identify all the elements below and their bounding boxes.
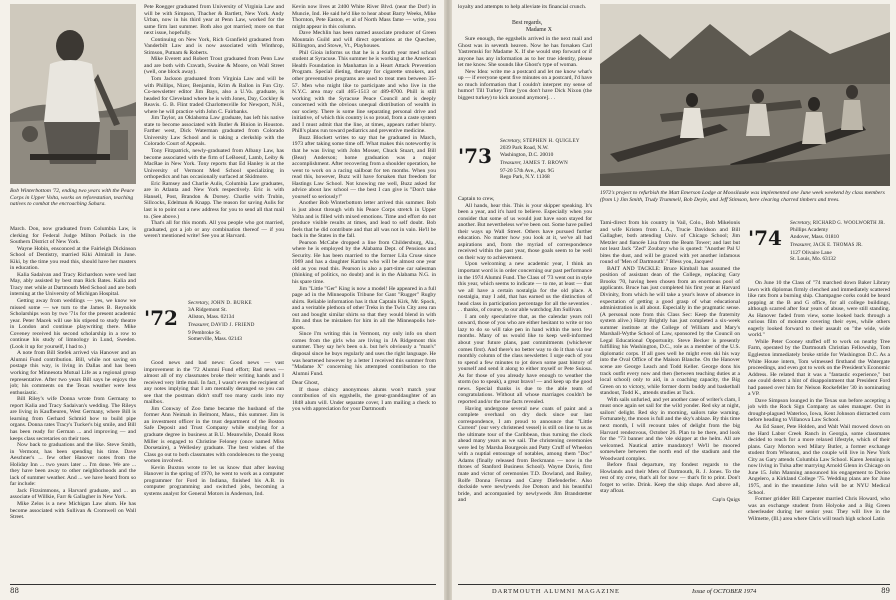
secretary-name: JOHN D. BURKE <box>210 301 252 306</box>
paragraph: Dave Mechlin has been named associate producer of Green Mountain Guild and will direct operations at the Quechee, Killington, and Stowe, Vt., Playhouses. <box>292 30 436 50</box>
paragraph: Good news and bad news: Good news — vast improvement in the '72 Alumni Fund effort; Bad news — almost all of my classmates broke their writing hands and I received very little mail. In fact, I wasn't even the recipient of any notes implying that I am mentally deranged so you can see that the postman didn't stuff too many cards into my mailbox. <box>144 360 284 406</box>
treasurer-address-2: St. Louis, Mo. 63132 <box>790 256 836 263</box>
paragraph: Buzz Blockett writes to say that he graduated in March, 1973 after taking some time off. What makes this noteworthy is that he was living with John Mosser, Chuck Stuart, and Bill (Bear) Anderson; home graduation was a major accomplishment. After recovering from a shoulder operation, he went to work on a racing sailboat for ten months. When you read this, however, Buzz will have forsaken that freedom for Hastings Law School. Not knowing me well, Buzz asked for advice about law school — the best I can give is "Don't take yourself so seriously!" <box>292 134 436 200</box>
signoff-text: Best regards, <box>512 20 543 26</box>
treasurer-label: Treasurer, <box>500 160 522 167</box>
secretary-address-2: Allston, Mass. 02134 <box>188 313 235 320</box>
class-year: '74 <box>748 226 782 250</box>
paragraph: Dear Ghost, <box>292 380 320 387</box>
paragraph: As Ed Sauer, Pete Holden, and Walt Wail mowed down on the Hard Labor Creek Ranch in Georgia, some classmates decided to reach for a more relaxed lifestyle, which of their plans. Gary Morton wed Milary Butler, a former exchange student from Wheaton, and the couple will live in New York City as Gary attends Columbia Law School. Karen Jennings is now living in Tulsa after marrying Arnold Glenn in Chicago on June 15. John Manning announced his engagement to Doriso Angelero, a Kirkland College '75. Wedding plans are for June 1975, and in the meantime John will be at NYU Medical School. <box>748 424 890 496</box>
paragraph: Jim Conway of Zoo fame became the husband of the former Ann Neimah in Belmont, Mass., this summer. Jim is an investment officer in the trust department of the Boston Safe Deposit and Trust Company while studying for a graduate degree in business at B.U. Meanwhile, Donald Ross Miller is engaged to Christine Feloney (once named Miss Dorsetaire), a Wellesley graduate. The best wishes of the Class go out to both classmates with condolences to the young women involved. <box>144 405 284 465</box>
class-73-header <box>458 138 592 192</box>
signoff-name: Madame X <box>526 26 552 33</box>
treasurer-name: JAMES T. BROWN <box>522 161 568 167</box>
footer-rule <box>10 584 436 585</box>
right-column-1 <box>458 36 592 134</box>
left-column-3 <box>292 4 436 586</box>
secretary-name: STEPHEN H. QUIGLEY <box>522 139 580 144</box>
paragraph: Tom Jackson graduated from Virginia Law and will be with Phillips, Nizer, Benjamin, Krim & Ballon in Fun City. Co-newsletter editor Jim Bays, also a U.Va. graduate, is headed for Cleveland where he is with Jones, Day, Cockley & Reavis. G. B. Flint traded Charlottesville for Newport, N.H., where he will practice with John C. Fairbanks. <box>144 76 284 115</box>
paragraph: Upon welcoming a new academic year, I think an important word is in order concerning our past performance in the 1974 Alumni Fund. The Class of '73 went out in style this year, which seems to indicate — to me, at least — that we all have a certain nostalgia for the old place. A nostalgia, may I add, that has earned us the distinction of head class in participation percentage for all the seventies . . . thanks, of course, to our able watchdog Jim Sullivan. <box>458 261 592 314</box>
treasurer-address-2: Rego Park, N.Y. 11368 <box>500 174 550 181</box>
signoff <box>512 20 592 34</box>
page-number: 89 <box>881 587 890 595</box>
secretary-label: Secretary, <box>188 300 210 306</box>
paragraph: Dave Simpson lounged in the Texas sun before accepting a job with the Rock Sign Company as sales manager. Out in drought-plagued Waterloo, Iowa, Kent Johnson distracted corn before heading to Villanova Law School. <box>748 397 890 424</box>
right-column-2 <box>600 220 740 574</box>
paragraph: New Idea: write me a postcard and let me know what's up — if everyone spent five minutes on a postcard, I'd have so much information that I couldn't interpret my sense of humor! Till Turkey Time [you don't have Dick Nixon (the biggest turkey) to kick around anymore]. . . <box>458 68 592 101</box>
treasurer-name: DAVID J. FRIEND <box>210 323 255 329</box>
photo-image <box>600 4 890 186</box>
treasurer-label: Treasurer, <box>790 242 812 249</box>
paragraph: Kevin now lives at 2400 White River Blvd. (near the Dot!) in Muncie, Ind. He said he'd like to hear about Barry Weeks, Mike Thornton, Pete Easton, et al of North Mass fame — write, you might appear in this column. <box>292 4 436 30</box>
paragraph: Jim Taylor, an Oklahoma Law graduate, has left his native state to become associated with Butler & Binion in Houston. Farther west, Dick Waterman graduated from Colorado University Law School and is taking a clerkship with the Colorado Court of Appeals. <box>144 115 284 148</box>
paragraph: Before final departure, my fondest regards to the Howlands and their Mets of Dartmouth, R. J. Jones. To the rest of my crew, that's all for now — that's fit to print. Don't forget to write. Drink. Keep the ship shape. And above all, stay afloat. <box>600 462 740 495</box>
secretary-label: Secretary, <box>790 220 812 226</box>
photo-image <box>10 4 136 184</box>
paragraph: BAIT AND TACKLE: Bruce Kimball has assumed the position of assistant dean of the College, replacing Gary Brooks '70, having been chosen from an enormous pool of applicants. Bruce has just completed his first year at Harvard Divinity, from which he will take a year's leave of absence in expectation of getting a good grasp of what educational administration is all about. Especially in the pragmatic sense. (A personal note from this Class Sec: Keep the fraternity system alive.) Harry Brightly has just completed a six-week summer institute at the College of William and Mary's Marshall-Wythe School of Law, sponsored by the Council on Legal Educational Opportunity. Steve Becker is presently fulfilling his Washington, D.C., role as a member of the U.S. diplomatic corps. If all goes well he might even ski his way into the Oval Office of the Maison Blanche. On the Hanover scene are George Leach and Todd Keller. George dons his track outfit every now and then (between teaching duties at a local school) only to aid, in a coaching capacity, the Big Green on to victory, while former dorm buddy and basketball standout, Todd K., attends studies at Tuck. <box>600 265 740 397</box>
paragraph: Pearson McCabe dropped a line from Childersburg, Ala., where he is employed by the Alabama Dept. of Pensions and Security. He has been married to the former Lila Cruse since 1969 and has a daughter Katrina who will be almost one year old as you read this. Pearson is also a part-time car salesman (thinking of politics, no doubt) and is in the Alabama N.G. in his spare time. <box>292 239 436 285</box>
paragraph: Sure enough, the eggshells arrived in the next mail and Ghost was in seventh heaven. Now he has forsaken Carl Yastremski for Madame X. If she would step forward or if anyone has any information as to her true identity, please let me know. She sounds like Ghost's type of woman. <box>458 36 592 69</box>
paragraph: Continuing on New York, Rich Granfield graduated from Vanderbilt Law and is now associated with Winthrop, Stimson, Putnam & Roberts. <box>144 36 284 56</box>
paragraph: With sails unfurled, and yet another case of writer's clam, I must once again set sail for the wild yonder. Red sky at night, sailors' delight. Red sky in morning, sailors take warning. Fortunately, the moon is full and the sky's ablaze. By this time next month, I will recount tales of delight from the big Harvard rendezvous, October 26. Plan to be there, and look for the "73 banner and the 'ole skipper at the helm. All are welcomed. Nautical attire mandatory! We'll be moored somewhere between the north end of the stadium and the Woodward complex. <box>600 396 740 462</box>
left-page <box>0 0 444 600</box>
footer-rule <box>458 584 890 585</box>
photo-caption: 1972's project to refurbish the Matt Emerson Lodge at Moosilauke was implemented one June week weekend by class members (from l.) Jim Smith, Trudy Trummell, Bob Deyle, and Jeff Stimson, here clearing charred timbers and trees. <box>600 190 885 203</box>
class-year: '73 <box>458 144 492 168</box>
signature: Cap'n Quigs <box>712 496 740 503</box>
paragraph: Pete Roegger graduated from University of Virginia Law and will be with Simpson, Thacher & Bartlett, New York. Andy Urban, now in his third year at Penn Law, worked for the same firm last summer. Both also got married; more on that next issue, hopefully. <box>144 4 284 37</box>
paragraph: If those chincy anonymous alums won't match your contribution of six eggshells, the great-granddaughter of an 1848 alum will. Under separate cover, I am mailing a check to you with appreciation for your Dartmouth <box>292 386 436 413</box>
paragraph: Captain to crew, <box>458 196 495 202</box>
left-column-1 <box>10 226 136 586</box>
page-number: 88 <box>10 587 19 595</box>
secretary-address-1: Phillips Academy <box>790 227 829 234</box>
paragraph: A note from Bill Stefek arrived via Hanover and an Alumni Fund contribution. Bill, while not saving on postage this way, is living in Dallas and has been working for Minnesota Mutual Life as a regional group representative. After two years Bill says he enjoys the job; his comments on the Texas weather were less enthusiastic. <box>10 350 136 396</box>
paragraph: I am only speculative that, as the calendar years roll onward, those of you who are either hesitant to write or too lazy to do so will take pen in hand within the next few months. Many of us would like to keep well-informed about your future plans, past commitments (whichever comes first). And there's no better way to do it than via our monthly column of the class newsletter. I urge each of you to spend a few minutes to jot down some past history of yourself and send it along to either myself or Pete Suiosa. As for those of you already have enough to weather the storm (so to speak), a great bravo! — and keep up the good news. Special thanks is due to the able team of congratulations. Without all whose marriages couldn't be reported and/or the true facts revealed. <box>458 313 592 405</box>
treasurer-address-1: 1127 Olivaire Lane <box>790 249 832 256</box>
paragraph: All hands, hear this. This is your skipper speaking. It's been a year, and it's hard to believe. Especially when you consider that some of us would just have soon stayed for another. But nevertheless we've been out. Some have pulled their ways up Wall Street. Others have pursued further education. No matter how you look at it, we've all had aspirations and, from the myriad of correspondence received within the past year, those goals seem to be well on their way to achievement. <box>458 202 592 261</box>
issue-footer-visible: Issue of OCTOBER 1974 <box>692 588 757 595</box>
right-column-3 <box>748 280 890 574</box>
treasurer-name: JACK E. THOMAS JR. <box>812 243 863 249</box>
paragraph: Wayne Hobin, ensconced at the Fairleigh Dickinson School of Dentistry, married Kiki Almirall in June. Kiki, by the time you read this, should have her masters in education. <box>10 245 136 272</box>
photo-caption: Bob Winterbottom '72, ending two years with the Peace Corps in Upper Volta, works on reforestation, teaching natives to combat the encroaching Sahara. <box>10 188 135 208</box>
moosilauke-photo <box>600 4 890 186</box>
secretary-address-2: Washington, D.C. 20010 <box>500 151 554 158</box>
paragraph: Jim "Little "Ger" King is now a model! He appeared in a full page ad in the Minneapolis Tribune for Gant "Rugger" Rugby shirts. Reliable information has it that Captain Kirk, Mr. Spock, and a veritable plethora of other Treks in the Twin City area ran out and bought similar shirts so that they would blend in with Jim and thus be mistaken for him in all the Minneapolis hot-spots. <box>292 285 436 331</box>
paragraph: Eric Ramsey and Charlie Aulis, Columbia Law graduates, are in Atlanta and New York respectively. Eric is with Hansell, Post, Brandon & Dorsey. Charlie with Trubin, Sillcocks, Edelman & Knapp. The reason for saving Aulis for last is to point out a new address for you to send all that mail to. (See above.) <box>144 180 284 220</box>
paragraph: Kalia Sadaivan and Tracy Richardson were wed last May, ably assisted by best man Rick Bates. Kalia and Tracy met while at Dartmouth Med School and are both interning at the University of Michigan Hospital. <box>10 271 136 298</box>
secretary-label: Secretary, <box>500 138 522 144</box>
left-column-2 <box>144 4 284 294</box>
right-column-1-bottom <box>458 196 592 574</box>
right-column-1-top <box>458 4 592 18</box>
paragraph: Mike Everett and Robert Trout graduated from Penn Law and are both with Cravath, Swaine & Moore, on Wall Street (well, one block away). <box>144 56 284 76</box>
peace-corps-photo <box>10 4 136 184</box>
paragraph: While Peter Cooney stuffed off to work on nearby Tree Farm, operated by the Dartmouth Christian Fellowship, Tom Eggleston immediately broke stride for Washington D.C. As a White House intern, Tom witnessed firsthand the Watergate proceedings, and even got to work on the President's Economic Address. He related that it was a "fantastic experience," but one could detect a hint of disappointment that President Ford had passed over him for Nelson Rockefeller '30 in nominating a VP. <box>748 338 890 398</box>
paragraph: Now back to graduations and the like. Steve Smith, in Vermont, has been spending his time. Dave Aeschner's ... few other Hanover notes from the Holiday Inn ... two years later ... I'm done. We are ... they have been away to other neighborhoods and the lack of summer weather. And ... we have heard from so far include: <box>10 442 136 488</box>
paragraph: Since I'm writing this in Vermont, my only info on short comes from the girls who are living in JA Ridgemont this summer. They say he's been o.k. but he's obviously a "man's" disposal since he buys regularly and uses the right language. He was heartened however by a letter I received this summer from "Madame X" concerning his attempted contribution to the Alumni Fund. <box>292 331 436 377</box>
class-72-header <box>144 300 284 356</box>
paragraph: That's all for this month. All you people who got married, graduated, got a job or any combination thereof — if you weren't mentioned write! See you at Harvard. <box>144 220 284 240</box>
paragraph: Phil Gioia informs us that he is a fourth year med school student at Syracuse. This summer he is working at the American Health Foundation in Manhattan in a Heart Attack Prevention Program. Special dieting, therapy for cigarette smokers, and other preventative programs are used to treat men between 35-57. Men who might like to participate and who live in the N.Y.C. area may call 465-1513 or 489-8700. Phill is still working with the Syracuse Peace Council and is deeply concerned with the obvious unequal distribution of wealth in our society. There is some line separating personal drive and initiative, of which this country is so proud, from a caste system and I must admit that the line, at times, appears rather blurry. Phill's plans run toward pediatrics and preventive medicine. <box>292 49 436 135</box>
paragraph: Another Bob Winterbottom letter arrived this summer. Bob is just about through with his Peace Corps stretch in Upper Volta and is filled with mixed emotions. Time and effort do not produce visible results at times, and lead to self doubt. Bob feels that he did contribute and that all was not in vain. He'll be back in the States in the fall. <box>292 200 436 240</box>
paragraph: Tami-direct from his country in Vail, Colo., Bob Mikelonis and wife Kristen from L.A., Trucie Davidson and Bill Gallagher, both attending Univ. of Chicago School; Jim Metzler and fiancée Lisa from the Beam Tower; and last but not least Jack "Zed" Zoubary who is quoted: "Another Pal U bites the dust, and will be graced with yet another infamous round of 'Men of Dartmouth'." Bless you, Jacques! <box>600 220 740 266</box>
treasurer-label: Treasurer, <box>188 322 210 329</box>
right-page <box>452 0 896 600</box>
paragraph: On June 10 the Class of "74 marched down Baker Library lawn with diplomas firmly clenched and immediately scattered like rats from a burning ship. Champagne corks could be heard popping at the B and G office, for all college buildings, although scarred after four years of abuse, were still standing. As Hanover faded from view, some looked back through a curious film of moisture covering their eyes, while others eagerly looked forward to their assault on "the wide, wide world." <box>748 280 890 339</box>
class-74-header <box>748 220 890 276</box>
gutter <box>444 0 452 600</box>
paragraph: Kevin Buxton wrote to let us know that after leaving Hanover in the spring of 1970, he went to work as a computer programmer for Ford in Indiana, finished his A.B. in computer programming and switched jobs, becoming a systems analyst for General Motors in Anderson, Ind. <box>144 464 284 497</box>
treasurer-address-1: 97-20 57th Ave., Apt. 9G <box>500 167 555 174</box>
paragraph: Having undergone several new coats of paint and a complete overhaul on dry dock since our last correspondence, I am proud to announce that "Little Current" (our very christened vessel) is still on line to us as the ultimate tour of the Caribbean, thus turning the clock ahead many years as we sail. The christening ceremonies were led by Marsha Bourgeois and Patty Cruff of Wheelon with a nuptial entourage of notables, among them "Doc" Adams (finally released from Beckmann — now in the throes of Stanford Business School). Wayne Davis, first mate and victor of ceremonies T.D. Dowland, and Bailey, Rolfe Donna Ferrara and Carey Diefenderfer. Also dockside were newlyweds Joe Dotson and his beautiful bride, and accompanied by newlyweds Jim Brandstetter and <box>458 405 592 504</box>
class-year: '72 <box>144 306 178 330</box>
paragraph: loyalty and attempts to help alleviate its financial crunch. <box>458 4 587 10</box>
paragraph: Getting away from weddings — yes, we know we missed some — we turn to the James B. Reynolds Scholarships won by two '71s for the present academic year. Peter Macek will use his stipend to study theatre in London and continue playwriting there. Mike Coveney received his second scholarship in a row to continue his study of limnology in Lund, Sweden. (Look it up for yourself, I had to.) <box>10 298 136 350</box>
treasurer-address-2: Somerville, Mass. 02143 <box>188 336 242 343</box>
secretary-name: RICHARD G. WOOLWORTH JR. <box>812 221 886 226</box>
secretary-address-2: Andover, Mass. 01810 <box>790 233 839 240</box>
paragraph: March. Don, now graduated from Columbia Law, is clerking for Federal Judge Milton Pollack in the Southern District of New York. <box>10 226 136 246</box>
paragraph: Former gridder Bill Carpenter married Chris Howard, who was an exchange student from Holyoke and a Big Green cheerleader during her senior year. They will live in the Wilmette, (Ill.) area where Chris will teach high school Latin <box>748 496 890 522</box>
paragraph: Jack Fitzsimmons, a Harvard graduate, and ... an associate of Willkie, Farr & Gallagher in New York. <box>10 487 136 501</box>
paragraph: Bill Riley's wife Donna wrote from Germany to report Kalia and Tracy Sadaivan's wedding. The Rileys are living in Kaufbeuren, West Germany, where Bill is learning from Gerhard Schmid how to build pipe organs. Donna rates Tracy's Tucker's big smile, and Bill has been ready for German ... and improving — and keeps class secretaries on their toes. <box>10 396 136 442</box>
left-column-2-bottom <box>144 360 284 586</box>
secretary-address-1: 2039 Park Road, N.W. <box>500 145 549 152</box>
paragraph: Tony Fitzpatrick, newly-graduated from Albany Law, has become associated with the firm of LeBoeuf, Lamb, Leiby & MacRae in New York. Tony reports that Ed Hanley is at the University of Vermont Med School specializing in orthopedics and has occasionally surfaced at Skidmore. <box>144 148 284 181</box>
secretary-address-1: 3A Ridgemont St. <box>188 307 227 314</box>
treasurer-address-1: 9 Pembroke St. <box>188 329 222 336</box>
paragraph: Mike Zelos is a new Michigan Law alum. He has become associated with Sullivan & Cromwell on Wall Street. <box>10 500 136 521</box>
magazine-title-footer: DARTMOUTH ALUMNI MAGAZINE <box>492 588 620 595</box>
